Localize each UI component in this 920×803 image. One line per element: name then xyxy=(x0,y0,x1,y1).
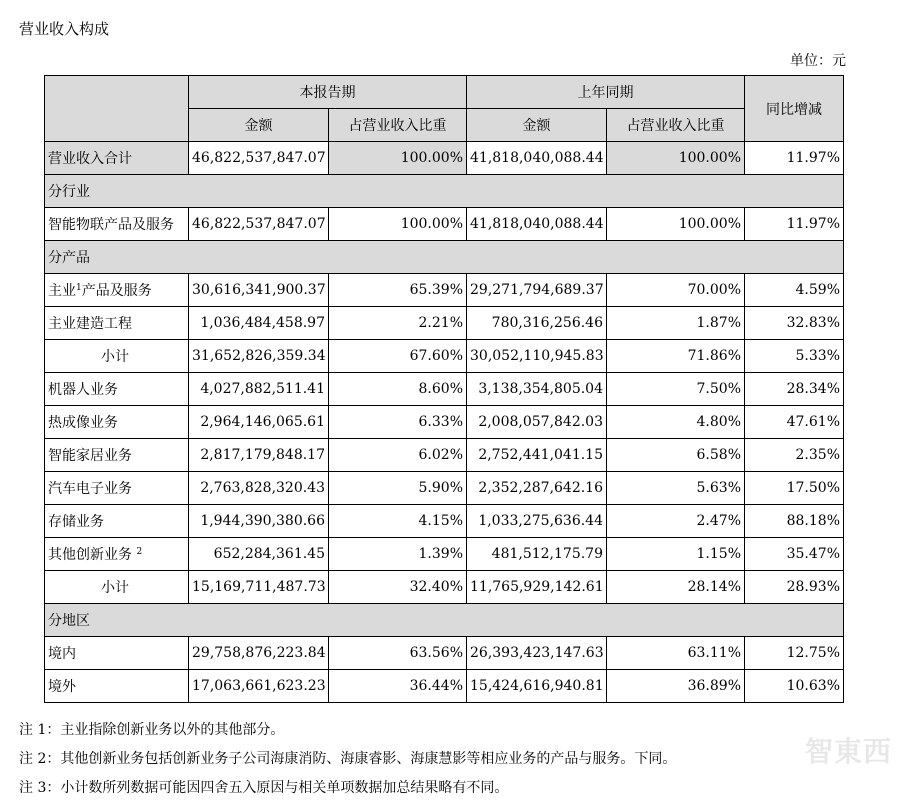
current-amount: 2,763,828,320.43 xyxy=(189,472,329,505)
footnote-1: 注 1：主业指除创新业务以外的其他部分。 xyxy=(19,722,285,738)
prior-ratio: 6.58% xyxy=(607,439,745,472)
section-label: 分行业 xyxy=(45,175,844,208)
yoy-change: 28.93% xyxy=(745,571,844,604)
row-label: 小计 xyxy=(45,340,189,373)
section-row xyxy=(45,241,844,274)
current-ratio: 4.15% xyxy=(329,505,467,538)
row-label-text: 其他创新业务 xyxy=(48,547,132,563)
current-ratio: 8.60% xyxy=(329,373,467,406)
row-label: 营业收入合计 xyxy=(45,142,189,175)
prior-ratio: 28.14% xyxy=(607,571,745,604)
current-amount: 46,822,537,847.07 xyxy=(189,142,329,175)
header-current-period: 本报告期 xyxy=(189,76,467,109)
row-label: 机器人业务 xyxy=(45,373,189,406)
header-ratio: 占营业收入比重 xyxy=(607,109,745,142)
prior-ratio: 1.87% xyxy=(607,307,745,340)
prior-amount: 2,352,287,642.16 xyxy=(467,472,607,505)
prior-amount: 1,033,275,636.44 xyxy=(467,505,607,538)
current-ratio: 5.90% xyxy=(329,472,467,505)
section-row xyxy=(45,604,844,637)
yoy-change: 12.75% xyxy=(745,637,844,670)
table-row xyxy=(45,505,844,538)
prior-amount: 15,424,616,940.81 xyxy=(467,670,607,703)
current-amount: 4,027,882,511.41 xyxy=(189,373,329,406)
yoy-change: 11.97% xyxy=(745,142,844,175)
footnote-2: 注 2：其他创新业务包括创新业务子公司海康消防、海康睿影、海康慧影等相应业务的产品与服务。下同。 xyxy=(19,751,677,767)
table-row xyxy=(45,538,844,571)
row-label: 境外 xyxy=(45,670,189,703)
current-amount: 31,652,826,359.34 xyxy=(189,340,329,373)
current-amount: 1,944,390,380.66 xyxy=(189,505,329,538)
current-amount: 17,063,661,623.23 xyxy=(189,670,329,703)
prior-amount: 41,818,040,088.44 xyxy=(467,208,607,241)
prior-ratio: 36.89% xyxy=(607,670,745,703)
prior-ratio: 7.50% xyxy=(607,373,745,406)
current-ratio: 2.21% xyxy=(329,307,467,340)
current-ratio: 1.39% xyxy=(329,538,467,571)
footnote-3: 注 3：小计数所列数据可能因四舍五入原因与相关单项数据加总结果略有不同。 xyxy=(19,780,509,796)
prior-ratio: 71.86% xyxy=(607,340,745,373)
header-row-1 xyxy=(45,76,844,109)
row-label-prefix: 主业 xyxy=(48,283,76,299)
current-amount: 1,036,484,458.97 xyxy=(189,307,329,340)
table-row xyxy=(45,307,844,340)
footnote-mark: 2 xyxy=(136,547,143,557)
prior-ratio: 4.80% xyxy=(607,406,745,439)
header-ratio: 占营业收入比重 xyxy=(329,109,467,142)
yoy-change: 32.83% xyxy=(745,307,844,340)
current-ratio: 36.44% xyxy=(329,670,467,703)
yoy-change: 28.34% xyxy=(745,373,844,406)
current-amount: 46,822,537,847.07 xyxy=(189,208,329,241)
prior-amount: 3,138,354,805.04 xyxy=(467,373,607,406)
table-row xyxy=(45,142,844,175)
prior-ratio: 70.00% xyxy=(607,274,745,307)
header-blank xyxy=(45,76,189,142)
row-label: 境内 xyxy=(45,637,189,670)
prior-ratio: 100.00% xyxy=(607,142,745,175)
table-row xyxy=(45,439,844,472)
section-row xyxy=(45,175,844,208)
section-label: 分产品 xyxy=(45,241,844,274)
current-ratio: 63.56% xyxy=(329,637,467,670)
current-amount: 30,616,341,900.37 xyxy=(189,274,329,307)
table-row xyxy=(45,208,844,241)
prior-ratio: 5.63% xyxy=(607,472,745,505)
yoy-change: 5.33% xyxy=(745,340,844,373)
prior-amount: 11,765,929,142.61 xyxy=(467,571,607,604)
current-ratio: 6.33% xyxy=(329,406,467,439)
section-title: 营业收入构成 xyxy=(19,20,110,38)
row-label: 智能物联产品及服务 xyxy=(45,208,189,241)
subtotal-row xyxy=(45,340,844,373)
unit-label: 单位：元 xyxy=(790,53,846,69)
prior-ratio: 2.47% xyxy=(607,505,745,538)
row-label: 汽车电子业务 xyxy=(45,472,189,505)
prior-amount: 30,052,110,945.83 xyxy=(467,340,607,373)
current-ratio: 100.00% xyxy=(329,142,467,175)
row-label: 智能家居业务 xyxy=(45,439,189,472)
prior-amount: 2,752,441,041.15 xyxy=(467,439,607,472)
current-amount: 29,758,876,223.84 xyxy=(189,637,329,670)
yoy-change: 35.47% xyxy=(745,538,844,571)
prior-ratio: 63.11% xyxy=(607,637,745,670)
prior-amount: 780,316,256.46 xyxy=(467,307,607,340)
table-row xyxy=(45,406,844,439)
row-label xyxy=(45,538,189,571)
yoy-change: 10.63% xyxy=(745,670,844,703)
yoy-change: 11.97% xyxy=(745,208,844,241)
footnotes xyxy=(19,716,676,803)
row-label: 存储业务 xyxy=(45,505,189,538)
current-ratio: 6.02% xyxy=(329,439,467,472)
table-row xyxy=(45,637,844,670)
prior-amount: 26,393,423,147.63 xyxy=(467,637,607,670)
row-label: 主业建造工程 xyxy=(45,307,189,340)
current-amount: 652,284,361.45 xyxy=(189,538,329,571)
footnote-mark: 1 xyxy=(76,283,82,293)
table-row xyxy=(45,670,844,703)
prior-amount: 41,818,040,088.44 xyxy=(467,142,607,175)
table-row xyxy=(45,373,844,406)
table-row xyxy=(45,274,844,307)
table-row xyxy=(45,472,844,505)
watermark-logo: 智東西 xyxy=(804,735,892,768)
yoy-change: 4.59% xyxy=(745,274,844,307)
header-yoy: 同比增减 xyxy=(745,76,844,142)
row-label: 小计 xyxy=(45,571,189,604)
prior-amount: 29,271,794,689.37 xyxy=(467,274,607,307)
header-amount: 金额 xyxy=(189,109,329,142)
prior-ratio: 1.15% xyxy=(607,538,745,571)
section-label: 分地区 xyxy=(45,604,844,637)
prior-amount: 2,008,057,842.03 xyxy=(467,406,607,439)
yoy-change: 2.35% xyxy=(745,439,844,472)
yoy-change: 88.18% xyxy=(745,505,844,538)
revenue-table xyxy=(44,75,844,703)
current-amount: 2,964,146,065.61 xyxy=(189,406,329,439)
row-label: 热成像业务 xyxy=(45,406,189,439)
subtotal-row xyxy=(45,571,844,604)
prior-amount: 481,512,175.79 xyxy=(467,538,607,571)
current-ratio: 67.60% xyxy=(329,340,467,373)
header-amount: 金额 xyxy=(467,109,607,142)
current-ratio: 32.40% xyxy=(329,571,467,604)
current-amount: 15,169,711,487.73 xyxy=(189,571,329,604)
current-ratio: 100.00% xyxy=(329,208,467,241)
row-label-suffix: 产品及服务 xyxy=(81,283,152,299)
row-label xyxy=(45,274,189,307)
header-prior-period: 上年同期 xyxy=(467,76,745,109)
current-ratio: 65.39% xyxy=(329,274,467,307)
current-amount: 2,817,179,848.17 xyxy=(189,439,329,472)
yoy-change: 17.50% xyxy=(745,472,844,505)
yoy-change: 47.61% xyxy=(745,406,844,439)
prior-ratio: 100.00% xyxy=(607,208,745,241)
